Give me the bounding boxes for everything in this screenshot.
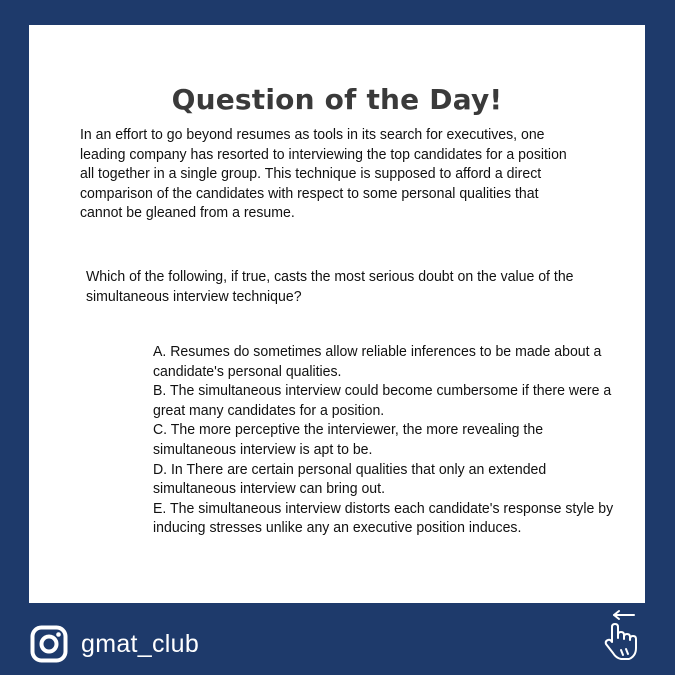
option-e: E. The simultaneous interview distorts each candidate's response style by inducing stresses unlike any an executive position induces. <box>153 499 614 537</box>
answer-options <box>153 342 614 538</box>
option-a: A. Resumes do sometimes allow reliable inferences to be made about a candidate's personal qualities. <box>153 343 602 380</box>
handle-text: gmat_club <box>81 629 200 658</box>
question-passage: In an effort to go beyond resumes as tools in its search for executives, one leading company has resorted to interviewing the top candidates for a position all together in a single group. This technique is supposed to afford a direct comparison of the candidates with respect to some personal qualities that cannot be gleaned from a resume. <box>80 126 567 222</box>
question-prompt: Which of the following, if true, casts the most serious doubt on the value of the simultaneous interview technique? <box>86 268 574 305</box>
option-b: B. The simultaneous interview could become cumbersome if there were a great many candidates for a position. <box>153 382 612 419</box>
instagram-icon <box>30 625 68 663</box>
question-card <box>29 25 645 603</box>
option-d: D. In There are certain personal qualities that only an extended simultaneous interview can bring out. <box>153 460 547 498</box>
option-c: C. The more perceptive the interviewer, the more revealing the simultaneous interview is apt to be. <box>153 421 544 458</box>
swipe-hand-icon[interactable] <box>600 608 648 664</box>
social-handle[interactable] <box>30 625 199 663</box>
page-title: Question of the Day! <box>171 83 503 116</box>
